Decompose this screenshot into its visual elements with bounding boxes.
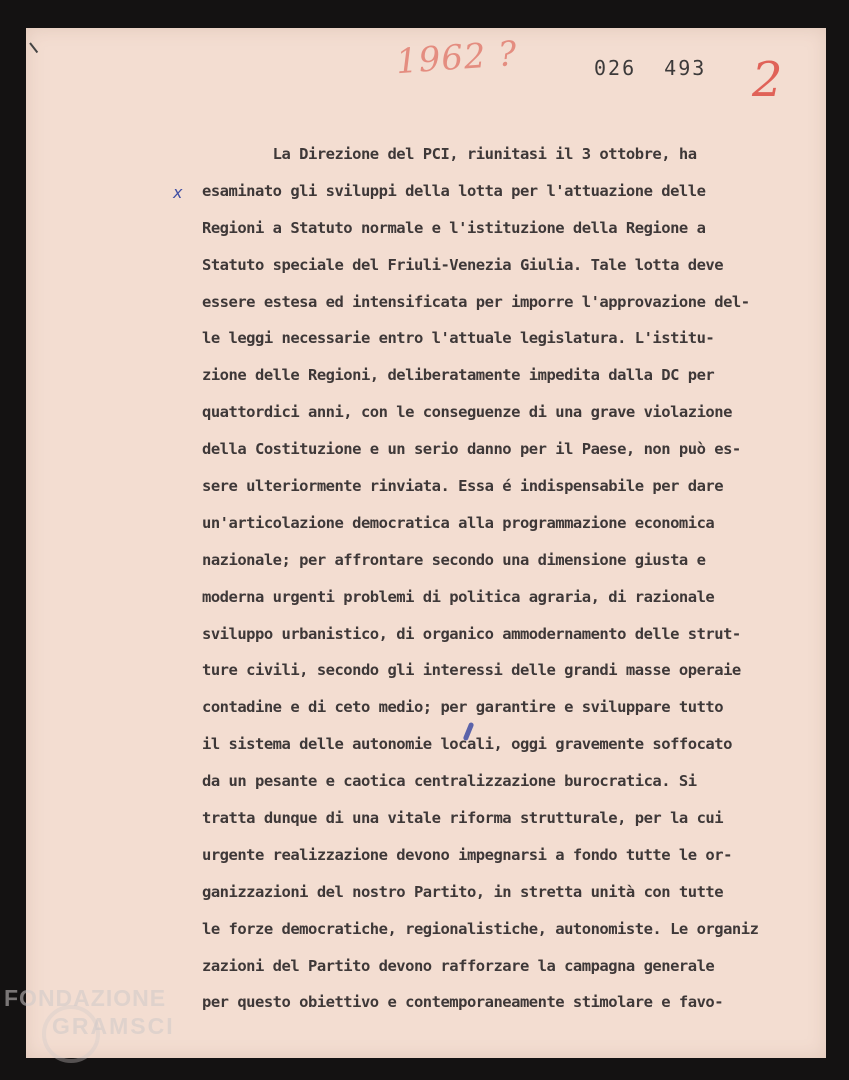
fondazione-gramsci-watermark	[4, 985, 214, 1055]
text-line: tratta dunque di una vitale riforma strutturale, per la cui	[202, 809, 724, 828]
text-line: ture civili, secondo gli interessi delle grandi masse operaie	[202, 661, 741, 680]
text-line: Regioni a Statuto normale e l'istituzione della Regione a	[202, 218, 706, 237]
handwritten-year: 1962 ?	[394, 33, 519, 83]
text-line: un'articolazione democratica alla programmazione economica	[202, 513, 715, 532]
text-line: della Costituzione e un serio danno per il Paese, non può es-	[202, 440, 741, 459]
archive-number: 026 493	[594, 56, 707, 80]
text-line: urgente realizzazione devono impegnarsi a fondo tutte le or-	[202, 845, 732, 864]
watermark-line-2: GRAMSCI	[52, 1013, 175, 1039]
text-line: La Direzione del PCI, riunitasi il 3 ottobre, ha	[202, 145, 697, 163]
text-line: quattordici anni, con le conseguenze di una grave violazione	[202, 403, 732, 422]
handwritten-page-number: 2	[752, 52, 783, 108]
margin-mark-x: x	[173, 183, 183, 202]
text-line: ganizzazioni del nostro Partito, in stretta unità con tutte	[202, 882, 724, 901]
text-line: contadine e di ceto medio; per garantire e sviluppare tutto	[202, 698, 724, 717]
text-line: moderna urgenti problemi di politica agraria, di razionale	[202, 587, 715, 606]
text-line: zazioni del Partito devono rafforzare la campagna generale	[202, 956, 715, 975]
text-line: le leggi necessarie entro l'attuale legislatura. L'istitu-	[202, 329, 715, 348]
text-line: essere estesa ed intensificata per imporre l'approvazione del-	[202, 292, 750, 311]
text-line: sere ulteriormente rinviata. Essa é indispensabile per dare	[202, 477, 724, 496]
text-line: nazionale; per affrontare secondo una dimensione giusta e	[202, 550, 706, 569]
text-line: zione delle Regioni, deliberatamente impedita dalla DC per	[202, 366, 715, 385]
text-line: le forze democratiche, regionalistiche, autonomiste. Le organiz	[202, 919, 759, 938]
text-line: sviluppo urbanistico, di organico ammodernamento delle strut-	[202, 624, 741, 643]
watermark-line-1: FONDAZIONE	[4, 985, 167, 1011]
pencil-tick-mark	[29, 42, 38, 53]
typewritten-page	[26, 28, 826, 1058]
typewritten-body	[202, 136, 802, 1021]
text-line: da un pesante e caotica centralizzazione burocratica. Si	[202, 772, 697, 791]
text-line: per questo obiettivo e contemporaneamente stimolare e favo-	[202, 993, 724, 1012]
text-line: esaminato gli sviluppi della lotta per l'attuazione delle	[202, 181, 706, 200]
text-line: Statuto speciale del Friuli-Venezia Giulia. Tale lotta deve	[202, 255, 724, 274]
text-line: il sistema delle autonomie locali, oggi gravemente soffocato	[202, 735, 732, 754]
